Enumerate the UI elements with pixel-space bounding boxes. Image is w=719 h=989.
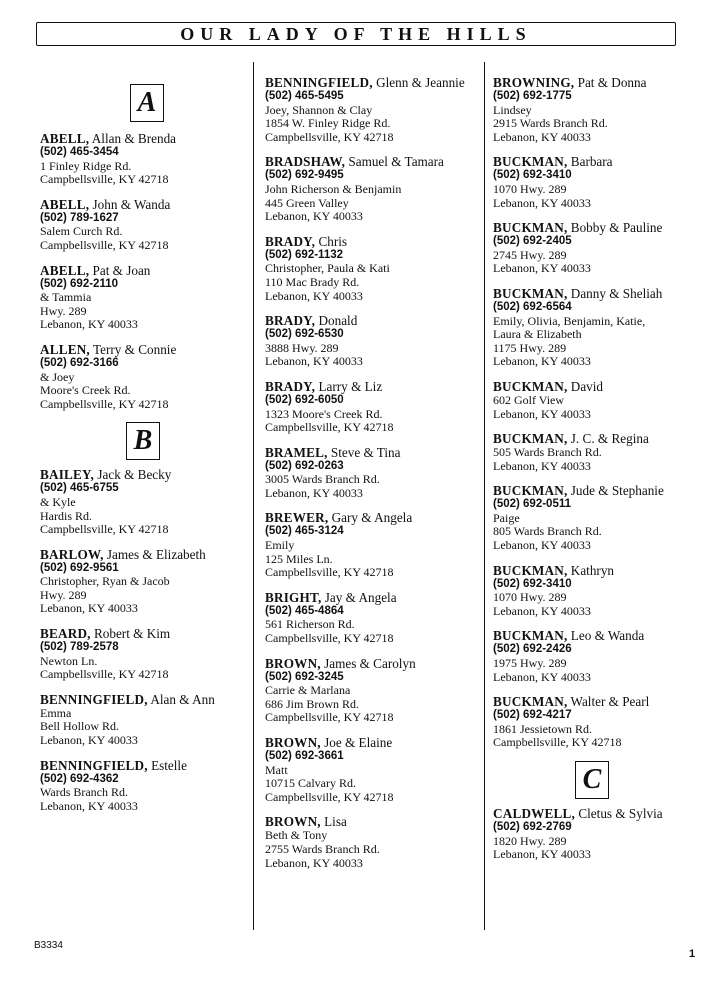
entry-surname: BUCKMAN, bbox=[493, 483, 568, 499]
entry-phone: (502) 692-0263 bbox=[265, 459, 344, 472]
entry-surname: BRIGHT, bbox=[265, 589, 322, 605]
entry-given-names: Bobby & Pauline bbox=[567, 220, 663, 236]
entry-given-names: Pat & Joan bbox=[89, 262, 151, 278]
directory-entry bbox=[493, 564, 699, 619]
entry-given-names: Alan & Ann bbox=[147, 691, 215, 707]
entry-name bbox=[265, 76, 483, 90]
entry-line: Wards Branch Rd. bbox=[40, 785, 129, 800]
entry-given-names: Larry & Liz bbox=[315, 378, 383, 394]
entry-given-names: Donald bbox=[315, 313, 358, 329]
directory-column-1 bbox=[40, 76, 250, 824]
entry-line: Lebanon, KY 40033 bbox=[265, 354, 363, 369]
entry-line: Campbellsville, KY 42718 bbox=[40, 237, 169, 252]
entry-phone: (502) 465-4864 bbox=[265, 604, 344, 617]
directory-entry bbox=[40, 759, 250, 814]
entry-phone: (502) 692-9561 bbox=[40, 561, 119, 574]
entry-line: Lebanon, KY 40033 bbox=[493, 538, 591, 553]
directory-entry bbox=[493, 287, 699, 369]
entry-given-names: Gary & Angela bbox=[328, 510, 413, 526]
directory-entry bbox=[493, 695, 699, 750]
entry-line: Newton Ln. bbox=[40, 653, 98, 668]
entry-line: Hwy. 289 bbox=[40, 303, 87, 318]
entry-given-names: Estelle bbox=[147, 757, 187, 773]
directory-entry bbox=[265, 314, 483, 369]
entry-name bbox=[40, 468, 250, 482]
entry-line: Lebanon, KY 40033 bbox=[40, 317, 138, 332]
entry-line: Lebanon, KY 40033 bbox=[493, 195, 591, 210]
entry-line: Lindsey bbox=[493, 102, 532, 117]
entry-given-names: Kathryn bbox=[567, 562, 615, 578]
entry-surname: BUCKMAN, bbox=[493, 562, 568, 578]
directory-entry bbox=[40, 548, 250, 616]
entry-surname: ABELL, bbox=[40, 131, 90, 146]
entry-line: 1070 Hwy. 289 bbox=[493, 181, 567, 196]
entry-name bbox=[493, 629, 699, 643]
directory-entry bbox=[493, 380, 699, 421]
entry-line: Matt bbox=[265, 762, 288, 777]
entry-surname: BREWER, bbox=[265, 510, 329, 526]
entry-line: 805 Wards Branch Rd. bbox=[493, 524, 602, 539]
entry-line: Moore's Creek Rd. bbox=[40, 383, 131, 398]
entry-given-names: Jack & Becky bbox=[94, 467, 172, 483]
entry-name bbox=[265, 657, 483, 671]
entry-line: 1 Finley Ridge Rd. bbox=[40, 158, 132, 173]
entry-name bbox=[265, 736, 483, 750]
entry-given-names: J. C. & Regina bbox=[567, 431, 649, 447]
directory-entry bbox=[40, 343, 250, 411]
entry-surname: BAILEY, bbox=[40, 467, 95, 483]
entry-phone: (502) 692-0511 bbox=[493, 498, 572, 511]
directory-entry bbox=[493, 432, 699, 473]
entry-line: 505 Wards Branch Rd. bbox=[493, 445, 602, 460]
section-letter: A bbox=[130, 84, 164, 122]
entry-line: Lebanon, KY 40033 bbox=[265, 209, 363, 224]
entry-phone: (502) 789-1627 bbox=[40, 211, 119, 224]
section-letter: B bbox=[126, 422, 160, 460]
entry-surname: BENNINGFIELD, bbox=[40, 757, 148, 773]
entry-line: Lebanon, KY 40033 bbox=[493, 603, 591, 618]
entry-phone: (502) 692-2405 bbox=[493, 235, 572, 248]
entry-line: 1975 Hwy. 289 bbox=[493, 656, 567, 671]
directory-entry bbox=[265, 511, 483, 579]
entry-name bbox=[493, 76, 699, 90]
entry-line: Campbellsville, KY 42718 bbox=[265, 631, 394, 646]
entry-line: Lebanon, KY 40033 bbox=[493, 261, 591, 276]
entry-phone: (502) 692-4217 bbox=[493, 709, 572, 722]
entry-line: 1861 Jessietown Rd. bbox=[493, 721, 592, 736]
entry-given-names: Joe & Elaine bbox=[320, 735, 393, 750]
entry-line: Campbellsville, KY 42718 bbox=[265, 789, 394, 804]
entry-given-names: David bbox=[567, 378, 604, 394]
entry-line: Campbellsville, KY 42718 bbox=[40, 522, 169, 537]
title-bar bbox=[36, 22, 676, 46]
entry-line: Lebanon, KY 40033 bbox=[493, 354, 591, 369]
entry-given-names: Walter & Pearl bbox=[567, 694, 650, 710]
entry-line: Lebanon, KY 40033 bbox=[493, 406, 591, 421]
entry-line: Emily, Olivia, Benjamin, Katie, bbox=[493, 313, 646, 328]
entry-surname: BUCKMAN, bbox=[493, 154, 568, 170]
entry-name bbox=[493, 155, 699, 169]
entry-name bbox=[40, 132, 250, 146]
directory-entry bbox=[40, 627, 250, 682]
page-title: OUR LADY OF THE HILLS bbox=[180, 23, 532, 44]
entry-given-names: Leo & Wanda bbox=[567, 628, 645, 644]
entry-given-names: Allan & Brenda bbox=[89, 131, 177, 146]
entry-line: Campbellsville, KY 42718 bbox=[40, 172, 169, 187]
directory-entry bbox=[265, 446, 483, 501]
entry-given-names: Terry & Connie bbox=[89, 341, 177, 357]
entry-name bbox=[265, 380, 483, 394]
entry-line: & Tammia bbox=[40, 290, 92, 305]
entry-given-names: Pat & Donna bbox=[574, 75, 647, 90]
entry-line: Campbellsville, KY 42718 bbox=[265, 420, 394, 435]
entry-line: 3005 Wards Branch Rd. bbox=[265, 472, 380, 487]
directory-entry bbox=[493, 807, 699, 862]
entry-name bbox=[265, 314, 483, 328]
entry-phone: (502) 465-3454 bbox=[40, 146, 119, 158]
entry-line: Bell Hollow Rd. bbox=[40, 719, 120, 734]
entry-phone: (502) 692-1132 bbox=[265, 248, 344, 261]
entry-name bbox=[40, 343, 250, 357]
entry-line: & Joey bbox=[40, 369, 75, 384]
directory-column-2 bbox=[265, 76, 483, 881]
entry-line: Campbellsville, KY 42718 bbox=[40, 667, 169, 682]
entry-line: Campbellsville, KY 42718 bbox=[40, 396, 169, 411]
entry-given-names: Steve & Tina bbox=[327, 444, 401, 460]
entry-phone: (502) 692-3410 bbox=[493, 577, 572, 590]
entry-surname: BROWN, bbox=[265, 735, 321, 750]
entry-line: 2745 Hwy. 289 bbox=[493, 247, 567, 262]
directory-entry bbox=[493, 629, 699, 684]
entry-surname: ABELL, bbox=[40, 262, 90, 278]
entry-surname: BARLOW, bbox=[40, 546, 104, 562]
entry-line: Lebanon, KY 40033 bbox=[265, 485, 363, 500]
entry-line: Lebanon, KY 40033 bbox=[493, 129, 591, 144]
footer-code: B3334 bbox=[34, 940, 63, 951]
entry-phone: (502) 692-1775 bbox=[493, 90, 572, 102]
directory-column-3 bbox=[493, 76, 699, 873]
entry-line: 10715 Calvary Rd. bbox=[265, 776, 356, 791]
entry-name bbox=[493, 484, 699, 498]
directory-entry bbox=[265, 815, 483, 870]
entry-line: 602 Golf View bbox=[493, 392, 565, 407]
entry-name bbox=[493, 695, 699, 709]
entry-line: Carrie & Marlana bbox=[265, 683, 351, 698]
entry-name bbox=[493, 221, 699, 235]
entry-line: 3888 Hwy. 289 bbox=[265, 340, 339, 355]
entry-line: Beth & Tony bbox=[265, 828, 328, 843]
entry-name bbox=[265, 815, 483, 829]
entry-line: Emma bbox=[40, 705, 72, 720]
entry-line: Lebanon, KY 40033 bbox=[265, 855, 363, 870]
entry-surname: BUCKMAN, bbox=[493, 285, 568, 301]
entry-given-names: James & Elizabeth bbox=[103, 546, 206, 562]
entry-surname: BENNINGFIELD, bbox=[40, 691, 148, 707]
entry-surname: BROWN, bbox=[265, 655, 321, 671]
entry-line: 2915 Wards Branch Rd. bbox=[493, 116, 608, 131]
entry-line: Lebanon, KY 40033 bbox=[40, 733, 138, 748]
entry-line: Campbellsville, KY 42718 bbox=[265, 565, 394, 580]
column-divider bbox=[484, 62, 485, 930]
entry-line: 1175 Hwy. 289 bbox=[493, 340, 567, 355]
entry-surname: ABELL, bbox=[40, 196, 90, 212]
entry-name bbox=[265, 446, 483, 460]
entry-phone: (502) 692-2110 bbox=[40, 277, 119, 290]
entry-line: 686 Jim Brown Rd. bbox=[265, 696, 360, 711]
entry-name bbox=[265, 155, 483, 169]
directory-entry bbox=[265, 155, 483, 223]
entry-phone: (502) 692-2769 bbox=[493, 821, 572, 833]
directory-entry bbox=[265, 76, 483, 144]
entry-given-names: Jude & Stephanie bbox=[567, 483, 664, 499]
entry-phone: (502) 692-3410 bbox=[493, 169, 572, 182]
directory-entry bbox=[265, 380, 483, 435]
directory-entry bbox=[265, 657, 483, 725]
entry-phone: (502) 692-3166 bbox=[40, 356, 119, 369]
entry-line: Christopher, Paula & Kati bbox=[265, 261, 390, 276]
entry-line: Lebanon, KY 40033 bbox=[265, 288, 363, 303]
entry-name bbox=[493, 380, 699, 394]
page-number: 1 bbox=[689, 948, 696, 960]
entry-surname: BRADSHAW, bbox=[265, 154, 346, 170]
entry-phone: (502) 692-6530 bbox=[265, 328, 344, 341]
directory-entry bbox=[493, 76, 699, 144]
entry-phone: (502) 692-4362 bbox=[40, 772, 119, 785]
entry-line: 561 Richerson Rd. bbox=[265, 617, 355, 632]
entry-name bbox=[265, 235, 483, 249]
directory-entry bbox=[493, 221, 699, 276]
entry-line: & Kyle bbox=[40, 494, 76, 509]
entry-given-names: Robert & Kim bbox=[90, 626, 171, 642]
entry-name bbox=[493, 287, 699, 301]
entry-line: 1323 Moore's Creek Rd. bbox=[265, 406, 383, 421]
entry-surname: BRADY, bbox=[265, 233, 316, 249]
entry-given-names: Glenn & Jeannie bbox=[372, 75, 465, 90]
entry-phone: (502) 692-6050 bbox=[265, 393, 344, 406]
entry-surname: BRADY, bbox=[265, 313, 316, 329]
entry-line: Laura & Elizabeth bbox=[493, 327, 582, 342]
entry-phone: (502) 692-9495 bbox=[265, 169, 344, 182]
entry-surname: BUCKMAN, bbox=[493, 378, 568, 394]
entry-name bbox=[40, 759, 250, 773]
entry-surname: BRADY, bbox=[265, 378, 316, 394]
entry-surname: CALDWELL, bbox=[493, 806, 576, 821]
directory-entry bbox=[40, 693, 250, 748]
entry-given-names: Samuel & Tamara bbox=[345, 154, 444, 170]
entry-line: Hwy. 289 bbox=[40, 587, 87, 602]
entry-given-names: Jay & Angela bbox=[321, 589, 397, 605]
entry-name bbox=[40, 627, 250, 641]
entry-line: 110 Mac Brady Rd. bbox=[265, 274, 360, 289]
entry-line: John Richerson & Benjamin bbox=[265, 181, 402, 196]
entry-surname: ALLEN, bbox=[40, 341, 90, 357]
entry-line: Joey, Shannon & Clay bbox=[265, 102, 373, 117]
entry-line: Lebanon, KY 40033 bbox=[40, 601, 138, 616]
entry-name bbox=[40, 548, 250, 562]
entry-line: 2755 Wards Branch Rd. bbox=[265, 841, 380, 856]
entry-phone: (502) 692-3245 bbox=[265, 670, 344, 683]
entry-surname: BENNINGFIELD, bbox=[265, 75, 373, 90]
entry-line: 1820 Hwy. 289 bbox=[493, 833, 567, 848]
entry-line: Christopher, Ryan & Jacob bbox=[40, 574, 170, 589]
entry-surname: BRAMEL, bbox=[265, 444, 328, 460]
entry-line: Emily bbox=[265, 538, 295, 553]
section-letter: C bbox=[575, 761, 609, 799]
entry-line: Lebanon, KY 40033 bbox=[40, 798, 138, 813]
entry-line: Campbellsville, KY 42718 bbox=[265, 710, 394, 725]
entry-given-names: Lisa bbox=[320, 814, 347, 830]
directory-entry bbox=[265, 235, 483, 303]
entry-given-names: John & Wanda bbox=[89, 196, 171, 212]
column-divider bbox=[253, 62, 254, 930]
entry-surname: BUCKMAN, bbox=[493, 628, 568, 644]
entry-surname: BUCKMAN, bbox=[493, 220, 568, 236]
directory-entry bbox=[40, 468, 250, 536]
entry-given-names: Danny & Sheliah bbox=[567, 285, 663, 301]
entry-name bbox=[40, 198, 250, 212]
entry-name bbox=[493, 564, 699, 578]
entry-line: 445 Green Valley bbox=[265, 195, 349, 210]
directory-entry bbox=[40, 198, 250, 253]
directory-entry bbox=[493, 155, 699, 210]
entry-name bbox=[493, 432, 699, 446]
entry-given-names: Barbara bbox=[567, 154, 613, 170]
entry-line: Paige bbox=[493, 510, 520, 525]
entry-line: Campbellsville, KY 42718 bbox=[493, 735, 622, 750]
directory-entry bbox=[493, 484, 699, 552]
entry-phone: (502) 465-5495 bbox=[265, 90, 344, 102]
entry-line: 1070 Hwy. 289 bbox=[493, 590, 567, 605]
entry-given-names: Chris bbox=[315, 233, 348, 249]
entry-surname: BROWNING, bbox=[493, 75, 575, 90]
entry-surname: BROWN, bbox=[265, 814, 321, 830]
entry-line: Lebanon, KY 40033 bbox=[493, 669, 591, 684]
entry-line: 1854 W. Finley Ridge Rd. bbox=[265, 116, 391, 131]
directory-entry bbox=[40, 264, 250, 332]
entry-line: Hardis Rd. bbox=[40, 508, 92, 523]
entry-surname: BUCKMAN, bbox=[493, 431, 568, 447]
directory-entry bbox=[265, 736, 483, 804]
entry-line: Lebanon, KY 40033 bbox=[493, 847, 591, 862]
directory-entry bbox=[40, 132, 250, 187]
entry-given-names: Cletus & Sylvia bbox=[575, 806, 663, 821]
entry-phone: (502) 692-2426 bbox=[493, 643, 572, 656]
entry-phone: (502) 692-6564 bbox=[493, 300, 572, 313]
entry-given-names: James & Carolyn bbox=[320, 655, 416, 671]
entry-surname: BEARD, bbox=[40, 626, 91, 642]
entry-name bbox=[265, 591, 483, 605]
directory-entry bbox=[265, 591, 483, 646]
entry-line: 125 Miles Ln. bbox=[265, 551, 333, 566]
entry-line: Lebanon, KY 40033 bbox=[493, 458, 591, 473]
entry-phone: (502) 789-2578 bbox=[40, 641, 119, 654]
entry-name bbox=[40, 264, 250, 278]
entry-line: Salem Curch Rd. bbox=[40, 224, 123, 239]
entry-name bbox=[265, 511, 483, 525]
entry-surname: BUCKMAN, bbox=[493, 694, 568, 710]
entry-phone: (502) 692-3661 bbox=[265, 750, 344, 762]
entry-name bbox=[40, 693, 250, 707]
entry-phone: (502) 465-3124 bbox=[265, 525, 344, 538]
entry-line: Campbellsville, KY 42718 bbox=[265, 129, 394, 144]
entry-phone: (502) 465-6755 bbox=[40, 482, 119, 495]
entry-name bbox=[493, 807, 699, 821]
